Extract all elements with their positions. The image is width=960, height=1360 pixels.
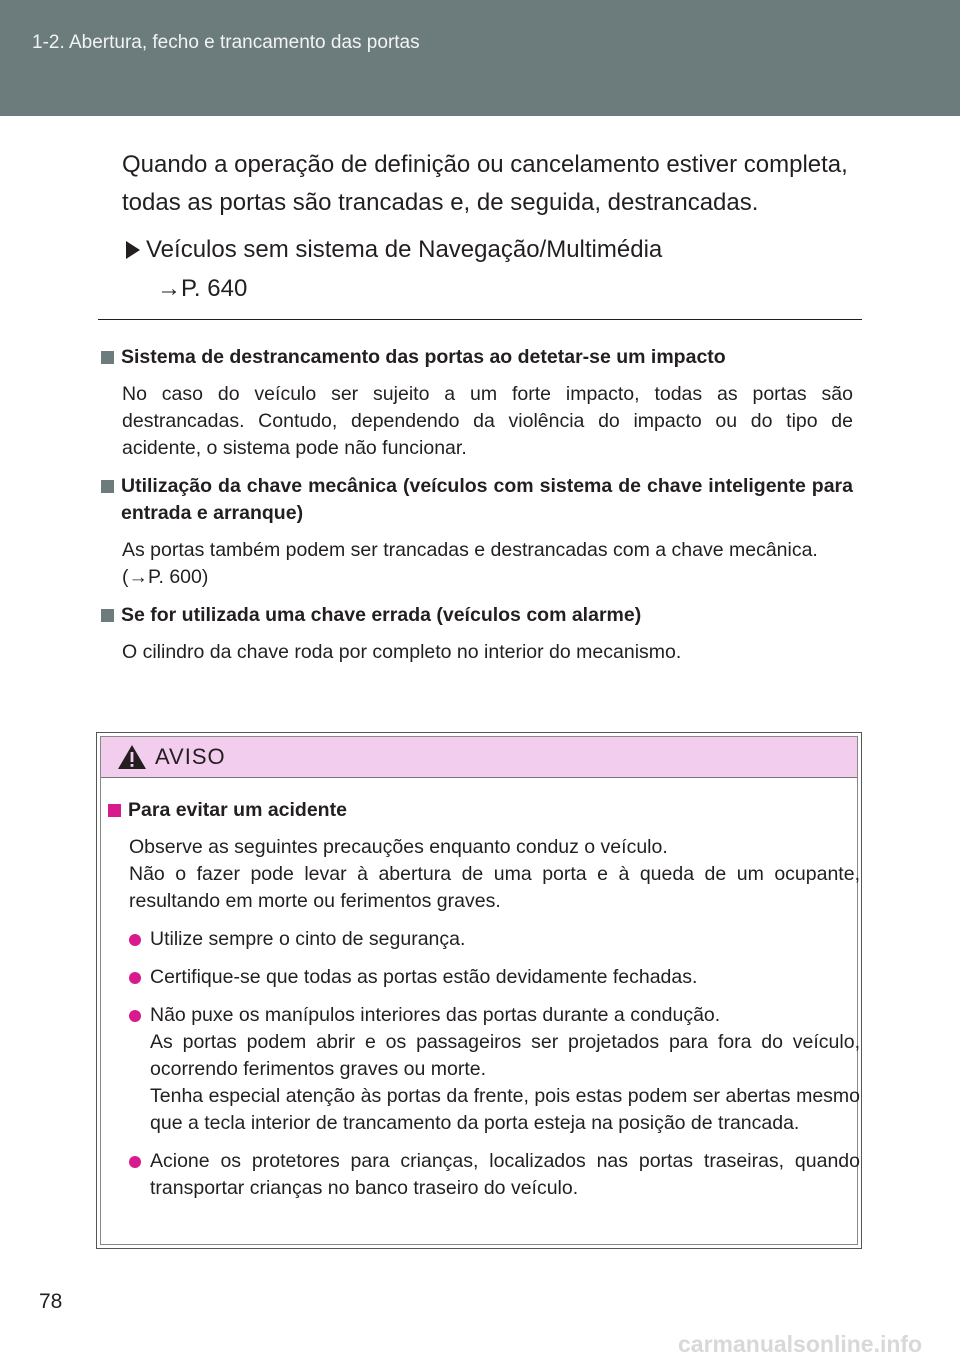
- square-bullet-icon: [101, 351, 114, 364]
- note-title: [101, 473, 853, 527]
- note-title-text: Utilização da chave mecânica (veículos com sistema de chave inteligente para entrada e arranque): [121, 475, 853, 524]
- watermark: carmanualsonline.info: [678, 1331, 923, 1357]
- square-bullet-icon: [101, 480, 114, 493]
- warning-bullet: [108, 1002, 860, 1137]
- note-title-text: Se for utilizada uma chave errada (veículos com alarme): [121, 604, 642, 626]
- warning-header: [101, 737, 857, 778]
- warning-bullet-line: Não puxe os manípulos interiores das portas durante a condução.: [150, 1004, 721, 1026]
- warning-box: [96, 732, 862, 1249]
- warning-title: [108, 797, 860, 824]
- page-reference-link[interactable]: (→P. 600): [122, 566, 209, 588]
- circle-bullet-icon: [129, 1156, 141, 1168]
- note-title-text: Sistema de destrancamento das portas ao detetar-se um impacto: [121, 346, 726, 368]
- warning-box-inner: [100, 736, 858, 1245]
- warning-bullet-line: Tenha especial atenção às portas da frente, pois estas podem ser abertas mesmo que a tecla interior de trancamento da porta esteja na posição de trancada.: [150, 1085, 860, 1134]
- section-title: 1-2. Abertura, fecho e trancamento das portas: [32, 32, 420, 53]
- warning-bullet-text: Certifique-se que todas as portas estão devidamente fechadas.: [150, 966, 698, 988]
- circle-bullet-icon: [129, 934, 141, 946]
- circle-bullet-icon: [129, 1010, 141, 1022]
- intro-section: [122, 146, 862, 304]
- warning-bullet: [108, 926, 860, 953]
- note-title: [101, 602, 853, 629]
- note-body-text: As portas também podem ser trancadas e destrancadas com a chave mecânica.: [122, 539, 818, 561]
- note-body: No caso do veículo ser sujeito a um forte impacto, todas as portas são destrancadas. Contudo, dependendo da violência do impacto ou do tipo de acidente, o sistema pode não funcionar.: [122, 383, 853, 459]
- warning-title-text: Para evitar um acidente: [128, 799, 347, 821]
- warning-bullet-text: [150, 1002, 860, 1137]
- note-body: O cilindro da chave roda por completo no interior do mecanismo.: [122, 641, 682, 663]
- warning-intro: [108, 834, 860, 915]
- page-reference-link[interactable]: →P. 640: [157, 275, 248, 302]
- warning-intro-line: Não o fazer pode levar à abertura de uma porta e à queda de um ocupante, resultando em morte ou ferimentos graves.: [129, 863, 860, 912]
- warning-label: AVISO: [155, 744, 226, 769]
- warning-intro-line: Observe as seguintes precauções enquanto conduz o veículo.: [129, 836, 668, 858]
- circle-bullet-icon: [129, 972, 141, 984]
- square-bullet-icon: [108, 804, 121, 817]
- note-item: [101, 602, 853, 666]
- intro-text: Quando a operação de definição ou cancelamento estiver completa, todas as portas são trancadas e, de seguida, destrancadas.: [122, 151, 848, 216]
- page-number: 78: [39, 1290, 63, 1313]
- note-item: [101, 344, 853, 462]
- warning-bullet-line: As portas podem abrir e os passageiros ser projetados para fora do veículo, ocorrendo ferimentos graves ou morte.: [150, 1031, 860, 1080]
- warning-triangle-icon: [117, 744, 147, 770]
- triangle-right-icon: [126, 241, 140, 259]
- warning-body: [108, 797, 860, 1202]
- divider: [98, 319, 862, 320]
- nav-text: Veículos sem sistema de Navegação/Multimédia: [146, 236, 663, 263]
- note-title: [101, 344, 853, 371]
- nav-line: [122, 235, 862, 265]
- page-header: [0, 0, 960, 116]
- warning-bullet: [108, 1148, 860, 1202]
- warning-bullet: [108, 964, 860, 991]
- warning-bullet-text: Utilize sempre o cinto de segurança.: [150, 928, 466, 950]
- note-body: [101, 537, 853, 591]
- note-item: [101, 473, 853, 591]
- warning-bullet-text: Acione os protetores para crianças, localizados nas portas traseiras, quando transportar crianças no banco traseiro do veículo.: [150, 1150, 860, 1199]
- notes-section: [101, 344, 853, 677]
- square-bullet-icon: [101, 609, 114, 622]
